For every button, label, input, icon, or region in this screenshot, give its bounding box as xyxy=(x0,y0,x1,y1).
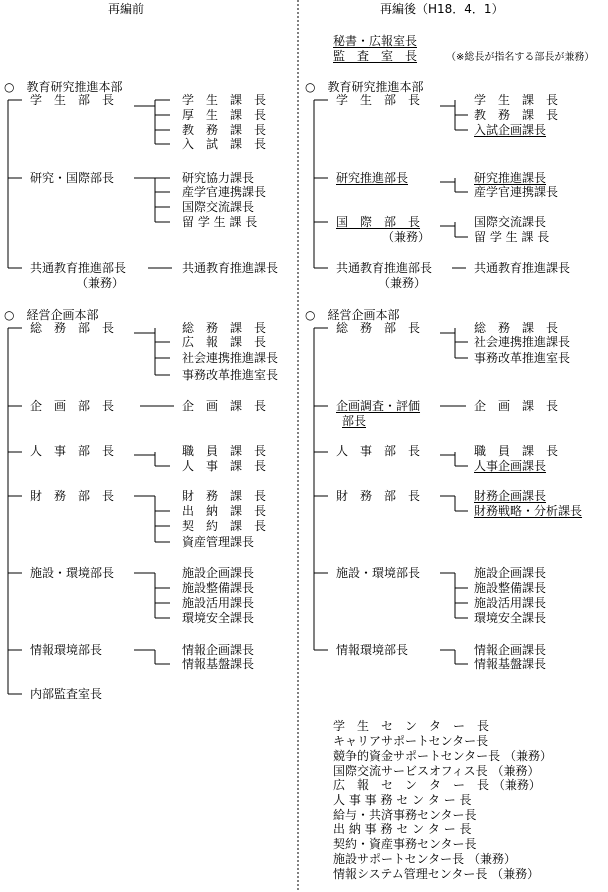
right-kyotsu-bucho: 共通教育推進部長 xyxy=(336,261,433,275)
left-zaimu-ka-3: 資産管理課長 xyxy=(182,535,255,549)
center-item: 学 生 セ ン タ ー 長 xyxy=(333,719,490,733)
right-kokusai-bucho: 国 際 部 長 xyxy=(336,215,421,229)
right-shisetsu-ka-0: 施設企画課長 xyxy=(474,566,547,580)
right-shisetsu-ka-1: 施設整備課長 xyxy=(474,581,547,595)
left-shisetsu-ka-2: 施設活用課長 xyxy=(182,596,255,610)
right-joho-ka-0: 情報企画課長 xyxy=(474,643,547,657)
left-mgmt-hq: ○ 経営企画本部 xyxy=(4,308,99,322)
right-kenkyu-bucho: 研究推進部長 xyxy=(336,171,409,185)
left-zaimu-ka-0: 財 務 課 長 xyxy=(182,489,267,503)
right-kikaku-ka: 企 画 課 長 xyxy=(474,399,559,413)
audit-head: 監 査 室 長 xyxy=(333,49,418,63)
left-kyotsu-kenmu: （兼務） xyxy=(76,276,125,290)
left-gakusei-ka-1: 厚 生 課 長 xyxy=(182,108,267,122)
right-shisetsu-ka-2: 施設活用課長 xyxy=(474,596,547,610)
right-edu-hq: ○ 教育研究推進本部 xyxy=(305,80,424,94)
right-kyotsu-ka: 共通教育推進課長 xyxy=(474,261,571,275)
right-somu-ka-2: 事務改革推進室長 xyxy=(474,351,571,365)
left-kikaku-ka: 企 画 課 長 xyxy=(182,399,267,413)
left-gakusei-ka-0: 学 生 課 長 xyxy=(182,93,267,107)
right-joho-ka-1: 情報基盤課長 xyxy=(474,657,547,671)
left-kikaku-bucho: 企 画 部 長 xyxy=(30,399,115,413)
left-somu-ka-1: 広 報 課 長 xyxy=(182,335,267,349)
right-jinji-bucho: 人 事 部 長 xyxy=(336,444,421,458)
left-kenkyu-ka-1: 産学官連携課長 xyxy=(182,185,267,199)
right-shisetsu-ka-3: 環境安全課長 xyxy=(474,611,547,625)
left-shisetsu-ka-1: 施設整備課長 xyxy=(182,581,255,595)
right-gakusei-ka-2: 入試企画課長 xyxy=(474,123,547,137)
center-item: 競争的資金サポートセンター長 （兼務） xyxy=(333,749,553,763)
audit-note: （※総長が指名する部長が兼務） xyxy=(446,52,595,63)
left-gakusei-bucho: 学 生 部 長 xyxy=(30,93,115,107)
left-zaimu-ka-2: 契 約 課 長 xyxy=(182,519,267,533)
center-item: 人 事 事 務 セ ン タ ー 長 xyxy=(333,793,472,807)
right-kokusai-ka-1: 留 学 生 課 長 xyxy=(474,230,550,244)
left-kyotsu-ka: 共通教育推進課長 xyxy=(182,261,279,275)
right-zaimu-ka-1: 財務戦略・分析課長 xyxy=(474,504,583,518)
right-kikaku-bucho-2: 部長 xyxy=(342,414,367,428)
center-item: 出 納 事 務 セ ン タ ー 長 xyxy=(333,822,472,836)
left-joho-bucho: 情報環境部長 xyxy=(30,643,103,657)
left-kenkyu-bucho: 研究・国際部長 xyxy=(30,171,115,185)
left-somu-bucho: 総 務 部 長 xyxy=(30,321,115,335)
center-item: 国際交流サービスオフィス長 （兼務） xyxy=(333,764,540,778)
left-jinji-ka-0: 職 員 課 長 xyxy=(182,444,267,458)
right-somu-ka-0: 総 務 課 長 xyxy=(474,321,559,335)
right-somu-ka-1: 社会連携推進課長 xyxy=(474,335,571,349)
left-shisetsu-ka-0: 施設企画課長 xyxy=(182,566,255,580)
center-item: 給与・共済事務センター長 xyxy=(333,808,477,822)
header-before: 再編前 xyxy=(108,2,145,16)
center-item: 情報システム管理センター長 （兼務） xyxy=(333,867,540,881)
left-edu-hq: ○ 教育研究推進本部 xyxy=(4,80,123,94)
right-kyotsu-kenmu: （兼務） xyxy=(378,276,427,290)
right-jinji-ka-1: 人事企画課長 xyxy=(474,459,547,473)
right-joho-bucho: 情報環境部長 xyxy=(336,643,409,657)
secretary-pr-head: 秘書・広報室長 xyxy=(333,34,418,48)
left-gakusei-ka-3: 入 試 課 長 xyxy=(182,137,267,151)
left-somu-ka-2: 社会連携推進課長 xyxy=(182,351,279,365)
right-kenkyu-ka-1: 産学官連携課長 xyxy=(474,185,559,199)
left-kenkyu-ka-3: 留 学 生 課 長 xyxy=(182,215,258,229)
right-mgmt-hq: ○ 経営企画本部 xyxy=(305,308,400,322)
right-jinji-ka-0: 職 員 課 長 xyxy=(474,444,559,458)
left-kenkyu-ka-0: 研究協力課長 xyxy=(182,171,255,185)
right-kikaku-bucho-1: 企画調査・評価 xyxy=(336,399,421,413)
header-after: 再編後（H18．4．1） xyxy=(380,2,504,16)
right-somu-bucho: 総 務 部 長 xyxy=(336,321,421,335)
left-naibu: 内部監査室長 xyxy=(30,687,103,701)
left-gakusei-ka-2: 教 務 課 長 xyxy=(182,123,267,137)
left-jinji-bucho: 人 事 部 長 xyxy=(30,444,115,458)
right-kokusai-kenmu: （兼務） xyxy=(382,230,431,244)
right-zaimu-bucho: 財 務 部 長 xyxy=(336,489,421,503)
left-somu-ka-0: 総 務 課 長 xyxy=(182,321,267,335)
left-jinji-ka-1: 人 事 課 長 xyxy=(182,459,267,473)
left-joho-ka-0: 情報企画課長 xyxy=(182,643,255,657)
left-shisetsu-ka-3: 環境安全課長 xyxy=(182,611,255,625)
center-item: 広 報 セ ン タ ー 長 （兼務） xyxy=(333,778,541,792)
right-gakusei-ka-0: 学 生 課 長 xyxy=(474,93,559,107)
right-shisetsu-bucho: 施設・環境部長 xyxy=(336,566,421,580)
right-kenkyu-ka-0: 研究推進課長 xyxy=(474,171,547,185)
right-kokusai-ka-0: 国際交流課長 xyxy=(474,215,547,229)
right-gakusei-ka-1: 教 務 課 長 xyxy=(474,108,559,122)
center-item: 契約・資産事務センター長 xyxy=(333,837,477,851)
center-item: 施設サポートセンター長 （兼務） xyxy=(333,852,517,866)
left-somu-ka-3: 事務改革推進室長 xyxy=(182,368,279,382)
center-item: キャリアサポートセンター長 xyxy=(333,734,489,748)
left-joho-ka-1: 情報基盤課長 xyxy=(182,657,255,671)
left-kenkyu-ka-2: 国際交流課長 xyxy=(182,200,255,214)
right-gakusei-bucho: 学 生 部 長 xyxy=(336,93,421,107)
left-kyotsu-bucho: 共通教育推進部長 xyxy=(30,261,127,275)
left-shisetsu-bucho: 施設・環境部長 xyxy=(30,566,115,580)
right-zaimu-ka-0: 財務企画課長 xyxy=(474,489,547,503)
left-zaimu-ka-1: 出 納 課 長 xyxy=(182,504,267,518)
left-zaimu-bucho: 財 務 部 長 xyxy=(30,489,115,503)
